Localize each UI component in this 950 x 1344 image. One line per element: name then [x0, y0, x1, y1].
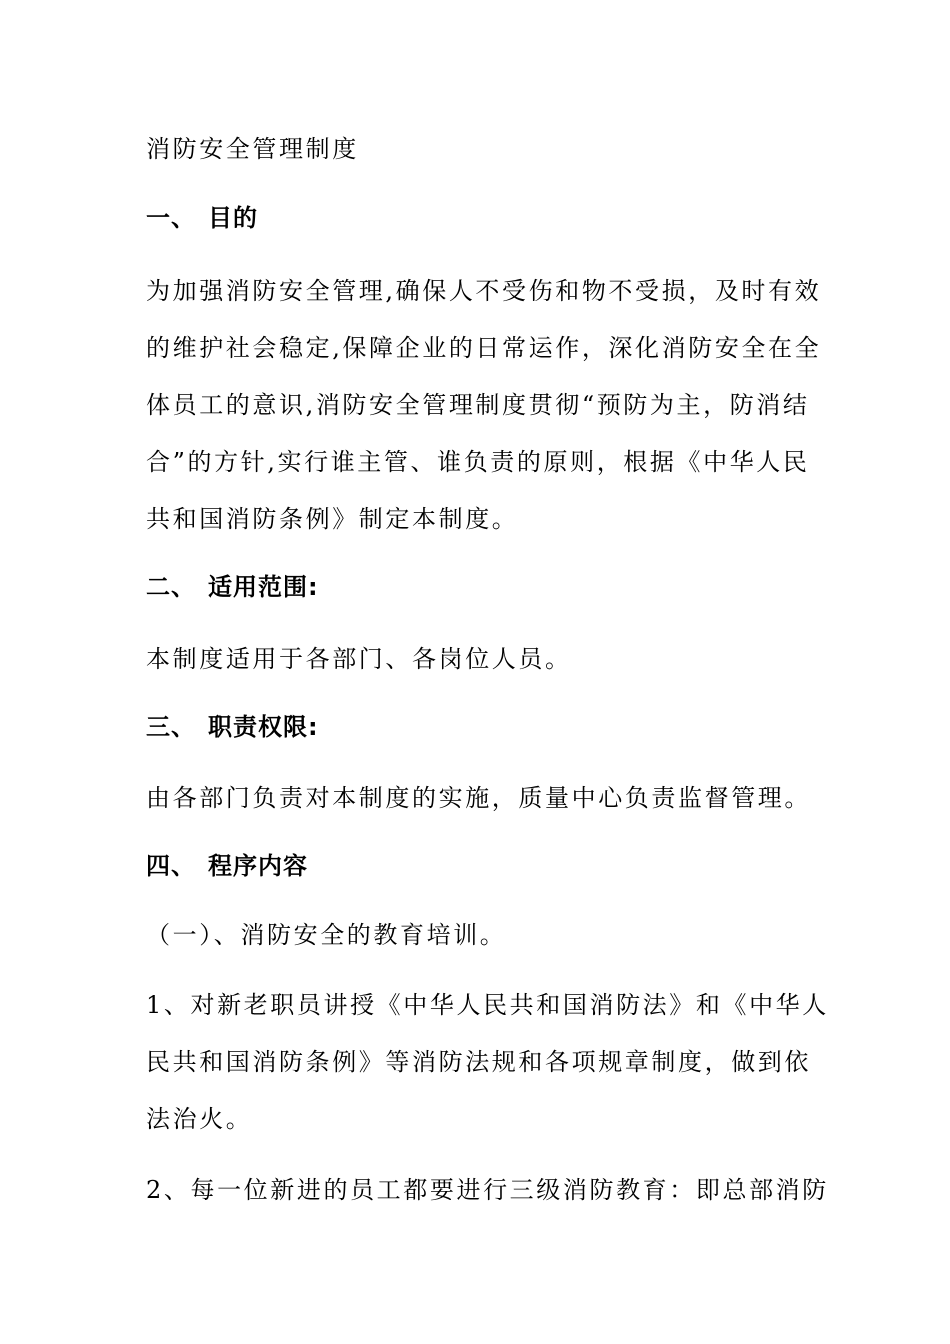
paragraph-line: 1、对新老职员讲授《中华人民共和国消防法》和《中华人: [146, 991, 829, 1019]
section-number: 三、: [146, 713, 196, 741]
section-heading-scope: [146, 572, 319, 602]
section-title: 适用范围:: [208, 573, 319, 601]
paragraph-line: 民共和国消防条例》等消防法规和各项规章制度，做到依: [146, 1048, 811, 1076]
section-number: 一、: [146, 204, 196, 232]
paragraph-line: 体员工的意识,消防安全管理制度贯彻“预防为主，防消结: [146, 391, 810, 419]
section-title: 职责权限:: [208, 713, 319, 741]
section-number: 二、: [146, 573, 196, 601]
section-heading-purpose: [146, 203, 258, 233]
paragraph-line: 合”的方针,实行谁主管、谁负责的原则，根据《中华人民: [146, 448, 810, 476]
subsection-heading: （一）、消防安全的教育培训。: [146, 921, 507, 949]
paragraph-line: 本制度适用于各部门、各岗位人员。: [146, 645, 572, 673]
section-number: 四、: [146, 852, 196, 880]
section-heading-responsibility: [146, 712, 319, 742]
paragraph-line: 由各部门负责对本制度的实施，质量中心负责监督管理。: [146, 784, 811, 812]
section-title: 程序内容: [208, 852, 308, 880]
section-title: 目的: [208, 204, 258, 232]
document-title: 消防安全管理制度: [146, 135, 359, 163]
paragraph-line: 为加强消防安全管理,确保人不受伤和物不受损，及时有效: [146, 277, 822, 305]
section-heading-procedure: [146, 851, 308, 881]
paragraph-line: 2、每一位新进的员工都要进行三级消防教育：即总部消防: [146, 1176, 829, 1204]
paragraph-line: 的维护社会稳定,保障企业的日常运作，深化消防安全在全: [146, 334, 822, 362]
paragraph-line: 共和国消防条例》制定本制度。: [146, 505, 519, 533]
paragraph-line: 法治火。: [146, 1105, 253, 1133]
